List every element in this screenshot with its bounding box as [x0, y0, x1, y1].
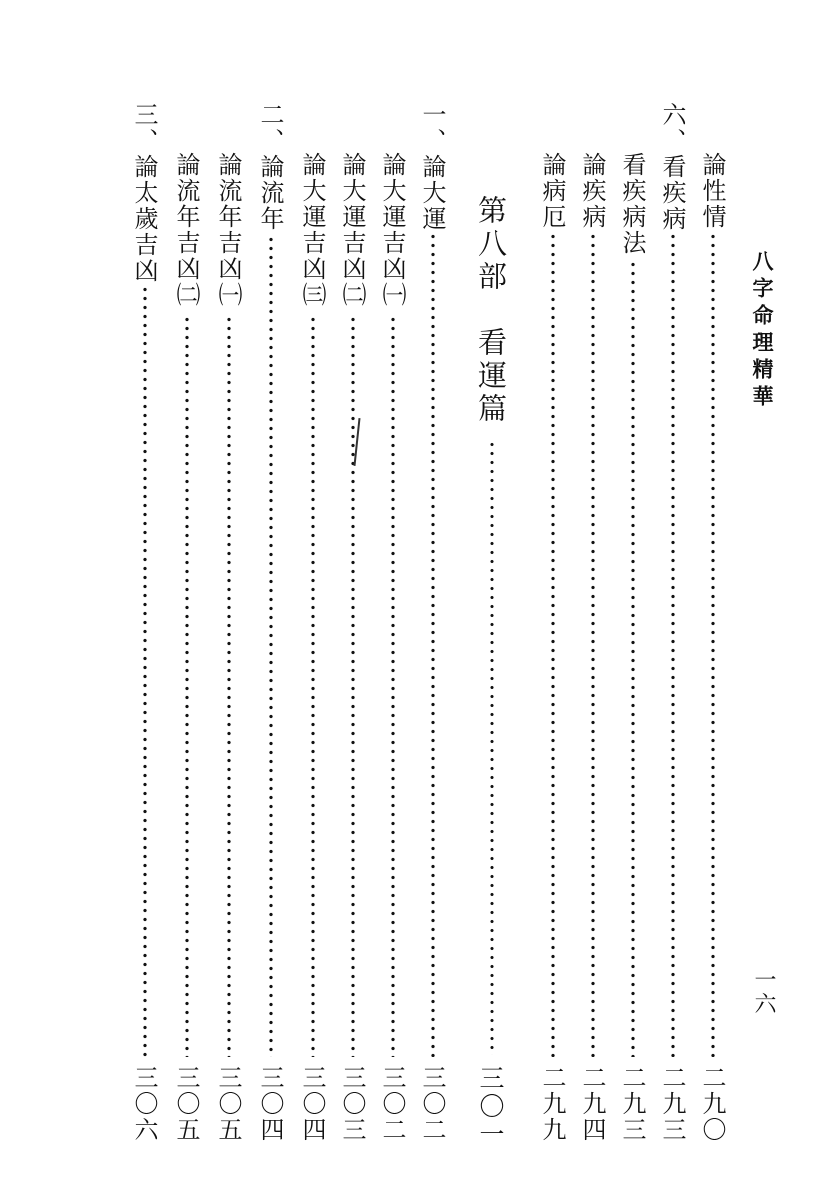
toc-entry-page: 三〇六 [130, 1065, 158, 1143]
dot-leader [184, 315, 190, 1057]
toc-entry[interactable] [214, 100, 246, 1160]
toc-entry-title: 論疾病 [578, 152, 606, 230]
dot-leader [310, 315, 316, 1057]
dot-leader [390, 315, 396, 1057]
toc-entry-page: 二九〇 [698, 1065, 726, 1143]
toc-entry[interactable] [338, 100, 370, 1160]
running-header-title: 八字命理精華 [750, 250, 775, 412]
toc-entry[interactable] [418, 100, 450, 1160]
toc-entry-page: 二九四 [578, 1065, 606, 1143]
toc-entry-title: 二、論流年 [256, 102, 284, 232]
part-heading-page: 三〇一 [476, 1065, 505, 1149]
toc-entry[interactable] [698, 100, 730, 1160]
toc-entry[interactable] [658, 100, 690, 1160]
toc-entry-page: 二九九 [538, 1065, 566, 1143]
toc-entry-title: 論大運吉凶㈢ [298, 152, 326, 308]
toc-entry-page: 二九三 [618, 1065, 646, 1143]
toc-entry-page: 三〇二 [418, 1065, 446, 1143]
dot-leader [268, 235, 274, 1057]
toc-entry[interactable] [578, 100, 610, 1160]
toc-entry-title: 論流年吉凶㈠ [214, 152, 242, 308]
toc-entry-page: 三〇四 [298, 1065, 326, 1143]
page-number: 一六 [751, 968, 776, 1016]
toc-entry[interactable] [378, 100, 410, 1160]
toc-entry[interactable] [256, 100, 288, 1160]
toc-entry-page: 三〇二 [378, 1065, 406, 1143]
toc-entry-title: 論流年吉凶㈡ [172, 152, 200, 308]
part-heading-title: 第八部 看運篇 [474, 195, 508, 426]
toc-entry-page: 二九三 [658, 1065, 686, 1143]
toc-entry[interactable] [538, 100, 570, 1160]
dot-leader [590, 232, 596, 1057]
toc-entry[interactable] [618, 100, 650, 1160]
dot-leader [226, 315, 232, 1057]
toc-entry[interactable] [172, 100, 204, 1160]
toc-entry-title: 一、論大運 [418, 102, 446, 232]
dot-leader [350, 315, 356, 1057]
toc-entry-title: 看疾病法 [618, 152, 646, 256]
toc-entry-title: 六、看疾病 [658, 102, 686, 232]
toc-entry-page: 三〇五 [172, 1065, 200, 1143]
dot-leader [670, 232, 676, 1057]
toc-entry-page: 三〇五 [214, 1065, 242, 1143]
dot-leader [142, 285, 148, 1057]
toc-entry[interactable] [130, 100, 162, 1160]
toc-entry-page: 三〇三 [338, 1065, 366, 1143]
dot-leader [550, 232, 556, 1057]
dot-leader [710, 232, 716, 1057]
toc-entry-title: 論性情 [698, 152, 726, 230]
toc-entry[interactable] [298, 100, 330, 1160]
part-heading-entry[interactable] [476, 195, 510, 1160]
dot-leader [489, 440, 495, 1055]
toc-entry-title: 論大運吉凶㈠ [378, 152, 406, 308]
toc-entry-page: 三〇四 [256, 1065, 284, 1143]
toc-entry-title: 三、論太歲吉凶 [130, 102, 158, 284]
toc-entry-title: 論病厄 [538, 152, 566, 230]
dot-leader [630, 260, 636, 1057]
dot-leader [430, 232, 436, 1057]
toc-entry-title: 論大運吉凶㈡ [338, 152, 366, 308]
